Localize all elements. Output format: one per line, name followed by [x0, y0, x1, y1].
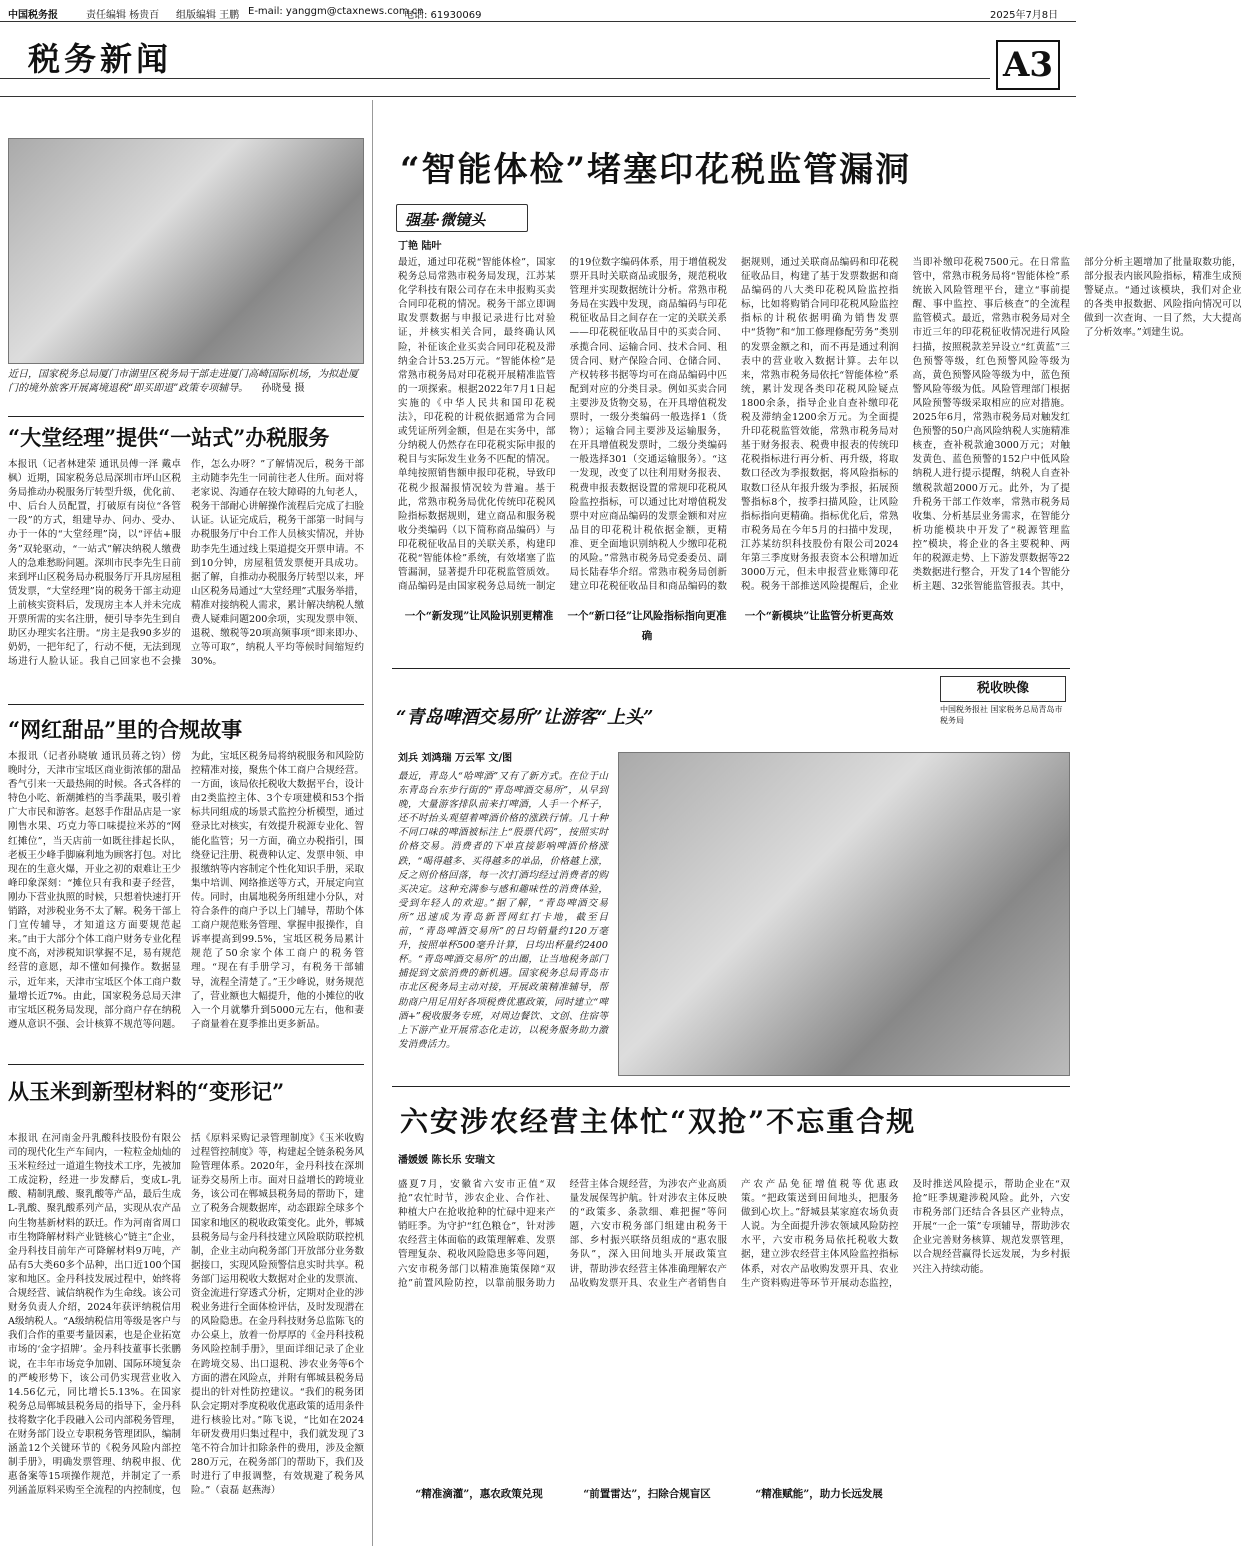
photo-credit: 孙晓曼 摄	[261, 383, 305, 394]
subhead: 一个“新模块”让监管分析更高效	[744, 610, 894, 622]
column-sub: 中国税务报社 国家税务总局青岛市税务局	[940, 705, 1063, 725]
divider	[8, 704, 364, 705]
article-body: 最近，青岛人“哈啤酒”又有了新方式。在位于山东青岛台东步行街的“青岛啤酒交易所”，从早到晚，大量游客排队前来打啤酒，人手一个杯子，还不时抬头观望着啤酒价格的涨跌行情。几十种不同口味的啤酒被标注上“股票代码”，按照实时价格交易。消费者的下单直接影响啤酒价格涨跌，“喝得越多、买得越多的单品，价格越上涨，反之则价格回落，每一次打酒均经过消费者的购买决定。这种充满参与感和趣味性的消费体验，受到年轻人的欢迎。”据了解，“青岛啤酒交易所”迅速成为青岛新晋网红打卡地，截至目前，“青岛啤酒交易所”的日均销量约120万毫升，按照单杯500毫升计算，日均出杯量约2400杯。“青岛啤酒交易所”的出圈，让当地税务部门捕捉到文旅消费的新机遇。国家税务总局青岛市市北区税务局主动对接，开展政策精准辅导，帮助商户用足用好各项税费优惠政策，同时建立“啤酒+”税收服务专班，对周边餐饮、文创、住宿等上下游产业开展常态化走访，以税务服务助力激发消费活力。	[398, 771, 608, 1050]
section-title: 税务新闻	[28, 40, 173, 78]
page-number: A3	[996, 40, 1060, 90]
column-divider	[372, 100, 373, 1546]
article-body: 本报讯（记者孙晓敏 通讯员蒋之钧）傍晚时分，天津市宝坻区商业街浓郁的甜品香气引来一天最热闹的时候。各式各样的特色小吃、新潮摊档的当季蔬果，吸引着广大市民和游客。赵怒手作甜品店是一家刚售水果、巧克力等口味提拉米苏的“网红摊位”，当天店前一如既往排起长队，老板王少峰手脚麻利地为顾客打包。对比现在的生意火爆，开业之初的艰难让王少峰印象深刻：“摊位只有我和妻子经营，刚办下营业执照的时候，只想着快速打开销路，对涉税业务不太了解。税务干部上门宣传辅导，才知道这方面要规范起来。”由于大部分个体工商户财务专业化程度不高，对涉税知识掌握不足，易有规范经营的意愿，却不懂如何操作。数据显示，近年来，天津市宝坻区个体工商户数量增长近7%。由此，国家税务总局天津市宝坻区税务局发现，部分商户存在纳税遵从意识不强、会计核算不规范等问题。为此，宝坻区税务局将纳税服务和风险防控精准对接，聚焦个体工商户合规经营。一方面，该局依托税收大数据平台，设计由2类监控主体、3个专项建模和53个指标共同组成的场景式监控分析模型，通过登录比对核实，有效提升税源专业化、智能化监管；另一方面，确立办税指引，围绕登记注册、税费种认定、发票申领、申报缴纳等内容制定个性化知识手册，采取集中培训、网络推送等方式，开展定向宣传。同时，由属地税务所组建小分队，对符合条件的商户予以上门辅导，帮助个体工商户规范账务管理、掌握申报操作，自诉率提高到99.5%，宝坻区税务局累计规范了50余家个体工商户的税务管理。“现在有手册学习，有税务干部辅导，流程全清楚了。”王少峰说，财务规范了，营业额也大幅提升，他的小摊位的收入一个月就攀升到5000元左右，他和妻子商量着在夏季推出更多新品。	[8, 751, 364, 1030]
article-title: 六安涉农经营主体忙“双抢”不忘重合规	[400, 1105, 917, 1138]
subhead: 一个“新口径”让风险指标指向更准确	[567, 610, 727, 642]
layout-editor: 组版编辑 王鹏	[176, 10, 240, 21]
editor: 责任编辑 杨贵百	[86, 10, 160, 21]
paper-name: 中国税务报	[8, 10, 58, 21]
article-title: “青岛啤酒交易所”让游客“上头”	[396, 707, 654, 728]
byline: 潘媛媛 陈长乐 安瑞文	[398, 1155, 495, 1166]
header-rule-2	[0, 96, 1076, 97]
header-rule	[0, 78, 990, 79]
article-title: “大堂经理”提供“一站式”办税服务	[8, 425, 330, 450]
divider	[392, 1086, 1070, 1087]
article-body: 盛夏7月，安徽省六安市正值“双抢”农忙时节，涉农企业、合作社、种植大户在抢收抢种的忙碌中迎来产销旺季。为守护“红色粮仓”，针对涉农经营主体面临的政策理解难、发票管理复杂、税收风险隐患多等问题，六安市税务部门以精准施策保障“双抢”前置风险防控，以靠前服务助力经营主体合规经营，为涉农产业高质量发展保驾护航。针对涉农主体反映的“政策多、条款细、难把握”等问题，六安市税务部门组建由税务干部、乡村振兴联络员组成的“惠农服务队”，深入田间地头开展政策宣讲，帮助涉农经营主体准确理解农产品收购发票开具、农业生产者销售自产农产品免征增值税等优惠政策。“把政策送到田间地头，把服务做到心坎上。”舒城县某家庭农场负责人说。为全面提升涉农领域风险防控水平，六安市税务局依托税收大数据，建立涉农经营主体风险监控指标体系，对农产品收购发票开具、农业生产资料购进等环节开展动态监控，及时推送风险提示，帮助企业在“双抢”旺季规避涉税风险。此外，六安市税务部门还结合各县区产业特点，开展“一企一策”专项辅导，帮助涉农企业完善财务核算、规范发票管理，以合规经营赢得长远发展，为乡村振兴注入持续动能。	[398, 1179, 1070, 1289]
phone: 电话: 61930069	[404, 10, 482, 21]
divider	[8, 1064, 364, 1065]
divider	[392, 668, 1070, 669]
article-body: 最近，通过印花税“智能体检”，国家税务总局常熟市税务局发现，江苏某化学科技有限公司存在未申报购买卖合同印花税的情况。税务干部立即调取发票数据与申报记录进行比对验证，并核实相关合同，最终确认风险，补征该企业买卖合同印花税及滞纳金合计53.25万元。“智能体检”是常熟市税务局对印花税开展精准监管的一项探索。根据2022年7月1日起实施的《中华人民共和国印花税法》，印花税的计税依据通常为合同或凭证所列金额，但是在实务中，部分纳税人仍然存在印花税实际申报的税目与实际发生业务不匹配的情况。单纯按照销售额申报印花税，导致印花税少报漏报情况较为普遍。基于此，常熟市税务局优化传统印花税风险指标数据规则，建立商品和服务税收分类编码（以下简称商品编码）与印花税征收品目的关联关系，构建印花税“智能体检”系统，有效堵塞了监管漏洞，显著提升印花税监管质效。商品编码是由国家税务总局统一制定的19位数字编码体系，用于增值税发票开具时关联商品或服务，规范税收管理并实现数据统计分析。常熟市税务局在实践中发现，商品编码与印花税征收品目之间存在一定的关联关系——印花税征收品目中的买卖合同、承揽合同、运输合同、技术合同、租赁合同、财产保险合同、仓储合同、产权转移书据等均可在商品编码中匹配到对应的分类目录。例如买卖合同主要涉及货物交易，在开具增值税发票时，一级分类编码一般选择1（货物）；运输合同主要涉及运输服务，在开具增值税发票时，二级分类编码一般选择301（交通运输服务）。“这一发现，改变了以往利用财务报表、税费申报表数据设置的常规印花税风险监控指标，可以通过比对增值税发票中对应商品编码的发票金额和对应品目的印花税计税依据金额，更精准、更全面地识别纳税人少缴印花税的风险。”常熟市税务局党委委员、副局长陆春华介绍。常熟市税务局创新建立印花税征收品目和商品编码的数据规则，通过关联商品编码和印花税征收品目，构建了基于发票数据和商品编码的八大类印花税风险监控指标，比如将购销合同印花税风险监控指标的计税依据明确为销售发票中“货物”和“加工修理修配劳务”类别的发票金额之和，而不再是通过利润表中的营业收入数据计算。去年以来，常熟市税务局依托“智能体检”系统，累计发现各类印花税风险疑点1800余条，指导企业自查补缴印花税及滞纳金1200余万元。为全面提升印花税监管效能，常熟市税务局对基于财务报表、税费申报表的传统印花税指标进行再分析、再升级，将取数口径改为季报数据，将风险指标的取数口径从年报升级为季报，拓展预警指标8个，按季扫描风险，让风险指标指向更精确。指标优化后，常熟市税务局在今年5月的扫描中发现，江苏某纺织科技股份有限公司2024年第三季度财务报表资本公积增加近3000万元，但未申报营业账簿印花税。税务干部推送风险提醒后，企业当即补缴印花税7500元。在日常监管中，常熟市税务局将“智能体检”系统嵌入风险管理平台，建立“事前提醒、事中监控、事后核查”的全流程监管模式。最近，常熟市税务局对全市近三年的印花税征收情况进行风险扫描，按照税款差异设立“红黄蓝”三色预警等级，红色预警风险等级为高，黄色预警风险等级为中，蓝色预警风险等级为低。风险管理部门根据风险预警等级采取相应的应对措施。2025年6月，常熟市税务局对触发红色预警的50户高风险纳税人实施精准核查，查补税款逾3000万元；对触发黄色、蓝色预警的152户中低风险纳税人进行提示提醒，纳税人自查补缴税款超2000万元。此外，为了提升税务干部工作效率，常熟市税务局收集、分析基层业务需求，在智能分析功能模块中开发了“税源管理监控”模块，将企业的各主要税种、两年的税源走势、上下游发票数据等22类数据进行整合，开发了14个智能分析主题、32张智能监管报表。其中，部分分析主题增加了批量取数功能，部分报表内嵌风险指标，精准生成预警疑点。“通过该模块，我们对企业的各类申报数据、风险指向情况可以做到一次查询、一目了然，大大提高了分析效率。”刘建生说。	[398, 257, 1242, 593]
date: 2025年7月8日	[990, 10, 1059, 21]
byline: 刘兵 刘鸿瑞 万云军 文/图	[398, 753, 513, 764]
photo-caption	[8, 368, 364, 410]
masthead	[0, 0, 1076, 22]
subhead: “精准滴灌”，惠农政策兑现	[415, 1488, 543, 1500]
column-label: 强基·微镜头	[405, 211, 486, 229]
article-body: 本报讯（记者林建荣 通讯员傅一泽 戴卓枫）近期，国家税务总局深圳市坪山区税务局推动办税服务厅转型升级，优化前、中、后台人员配置，打破原有岗位“各管一段”的方式，组建导办、问办、受办、办于一体的“大堂经理”岗，以“评估+服务”双轮驱动，“一站式”解决纳税人缴费人的急难愁盼问题。深圳市民李先生日前来到坪山区税务局办税服务厅开具房屋租赁发票，“大堂经理”岗的税务干部主动迎上前核实资料后，发现房主本人并未完成开票所需的实名注册，便引导李先生到自助区办理实名注册。“房主是我90多岁的奶奶，一把年纪了，行动不便，无法到现场进行人脸认证。我自己回家也不会操作，怎么办呀？”了解情况后，税务干部主动随李先生一同前往老人住所。面对将老家说、沟通存在较大障碍的九旬老人，税务干部耐心讲解操作流程后完成了扫脸认证。认证完成后，税务干部第一时间与办税服务厅中台工作人员核实情况，并协助李先生通过线上渠道提交开票申请。不到10分钟，房屋租赁发票便开具成功。据了解，自推动办税服务厅转型以来，坪山区税务局通过“大堂经理”式服务举措，精准对接纳税人需求，累计解决纳税人缴费人疑难问题200余项，实现发票申领、退税、缴税等20项高频事项“即来即办、立等可取”，纳税人平均等候时间缩短约30%。	[8, 459, 364, 668]
column-badge: 税收映像	[940, 676, 1066, 702]
email: E-mail: yanggm@ctaxnews.com.cn	[248, 6, 424, 17]
column-badge	[396, 204, 528, 232]
article-title: “网红甜品”里的合规故事	[8, 717, 243, 742]
divider	[8, 416, 364, 417]
photo-caption-text: 近日，国家税务总局厦门市湖里区税务局干部走进厦门高崎国际机场，为拟赴厦门的境外旅客开展离境退税“即买即退”政策专项辅导。	[8, 369, 358, 394]
subhead: “前置雷达”，扫除合规盲区	[583, 1488, 711, 1500]
photo-beer-exchange	[618, 752, 1070, 1076]
subhead: “精准赋能”，助力长远发展	[755, 1488, 883, 1500]
photo-airport-tax-service	[8, 138, 364, 364]
lead-article-title: “智能体检”堵塞印花税监管漏洞	[400, 150, 912, 190]
article-title: 从玉米到新型材料的“变形记”	[8, 1079, 285, 1104]
subhead: 一个“新发现”让风险识别更精准	[404, 610, 554, 622]
article-body: 本报讯 在河南金丹乳酸科技股份有限公司的现代化生产车间内，一粒粒金灿灿的玉米粒经过一道道生物技术工序，先被加工成淀粉，经进一步发酵后，变成L-乳酸、精制乳酸、聚乳酸等产品，最后生成L-乳酸、聚乳酸系列产品，实现从农产品向生物基新材料的跃迁。作为河南省周口市生物降解材料产业链核心“链主”企业，金丹科技目前年产可降解材料9万吨，产品有5大类60多个品种，出口近100个国家和地区。金丹科技发展过程中，始终将合规经营、诚信纳税作为生命线。该公司财务负责人介绍，2024年获评纳税信用A级纳税人。“A级纳税信用等级是客户与我们合作的重要考量因素，也是企业拓宽市场的‘金字招牌’。金丹科技董事长张鹏说，在丰年市场竞争加剧、国际环境复杂的严峻形势下，该公司仍实现营业收入14.56亿元，同比增长5.13%。在国家税务总局郸城县税务局的指导下，金丹科技将数字化手段融入公司内部税务管理，在财务部门设立专职税务管理团队，编制涵盖12个关键环节的《税务风险内部控制手册》，明确发票管理、纳税申报、优惠备案等15项操作规范，并制定了一系列涵盖原料采购至全流程的内控制度，包括《原料采购记录管理制度》《玉米收购过程管控制度》等，构建起全链条税务风险管理体系。2020年，金丹科技在深圳证券交易所上市。面对日益增长的跨境业务，该公司在郸城县税务局的帮助下，建立了税务合规数据库，动态跟踪全球多个国家和地区的税收政策变化。此外，郸城县税务局与金丹科技建立风险联防联控机制，企业主动向税务部门开放部分业务数据接口，实现风险预警信息实时共享。税务部门运用税收大数据对企业的发票流、资金流进行穿透式分析，定期对企业的涉税业务进行全面体检评估，及时发现潜在的风险隐患。在金丹科技财务总监陈飞的办公桌上，放着一份厚厚的《金丹科技税务风险控制手册》，里面详细记录了企业在跨境交易、出口退税、涉农业务等6个方面的潜在风险点，并附有郸城县税务局提出的针对性防控建议。“我们的税务团队会定期对季度税收优惠政策的适用条件进行核验比对。”陈飞说，“比如在2024年研发费用归集过程中，我们就发现了3笔不符合加计扣除条件的费用，涉及金额280万元，在税务部门的帮助下，我们及时进行了申报调整，有效规避了税务风险。”（袁磊 赵燕海）	[8, 1133, 364, 1497]
byline: 丁艳 陆叶	[398, 241, 442, 252]
